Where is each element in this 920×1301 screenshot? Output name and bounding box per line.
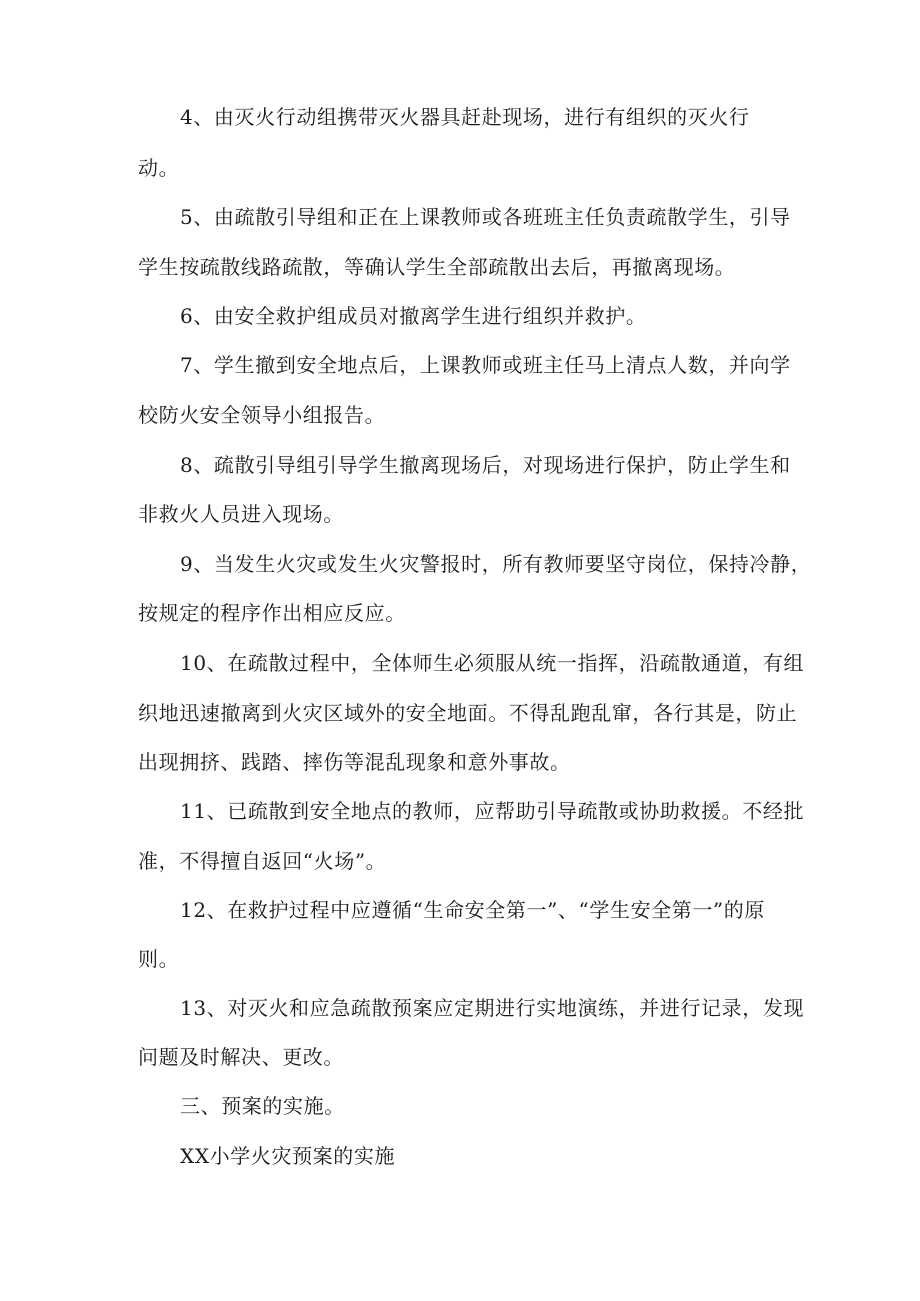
text-line: 13、对灭火和应急疏散预案应定期进行实地演练，并进行记录，发现	[180, 996, 805, 1020]
text-line: 6、由安全救护组成员对撤离学生进行组织并救护。	[180, 304, 647, 328]
sub-heading: XX小学火灾预案的实施	[180, 1144, 396, 1168]
text-line: 问题及时解决、更改。	[138, 1045, 344, 1069]
text-line: 校防火安全领导小组报告。	[138, 403, 386, 427]
text-line: 12、在救护过程中应遵循“生命安全第一”、“学生安全第一”的原	[180, 898, 765, 922]
text-line: 5、由疏散引导组和正在上课教师或各班班主任负责疏散学生，引导	[180, 205, 791, 229]
text-line: 7、学生撤到安全地点后，上课教师或班主任马上清点人数，并向学	[180, 353, 791, 377]
text-line: 4、由灭火行动组携带灭火器具赶赴现场，进行有组织的灭火行	[180, 105, 750, 129]
text-line: 非救火人员进入现场。	[138, 502, 344, 526]
text-line: 8、疏散引导组引导学生撤离现场后，对现场进行保护，防止学生和	[180, 453, 791, 477]
text-line: 出现拥挤、践踏、摔伤等混乱现象和意外事故。	[138, 750, 571, 774]
text-line: 按规定的程序作出相应反应。	[138, 601, 406, 625]
text-line: 准，不得擅自返回“火场”。	[138, 849, 387, 873]
text-line: 动。	[138, 156, 180, 180]
section-heading: 三、预案的实施。	[180, 1094, 345, 1118]
text-line: 10、在疏散过程中，全体师生必须服从统一指挥，沿疏散通道，有组	[180, 651, 805, 675]
text-line: 学生按疏散线路疏散，等确认学生全部疏散出去后，再撤离现场。	[138, 255, 736, 279]
text-line: 11、已疏散到安全地点的教师，应帮助引导疏散或协助救援。不经批	[180, 799, 805, 823]
text-line: 则。	[138, 947, 180, 971]
text-line: 织地迅速撤离到火灾区域外的安全地面。不得乱跑乱窜，各行其是，防止	[138, 701, 798, 725]
text-line: 9、当发生火灾或发生火灾警报时，所有教师要坚守岗位，保持冷静，	[180, 552, 812, 576]
